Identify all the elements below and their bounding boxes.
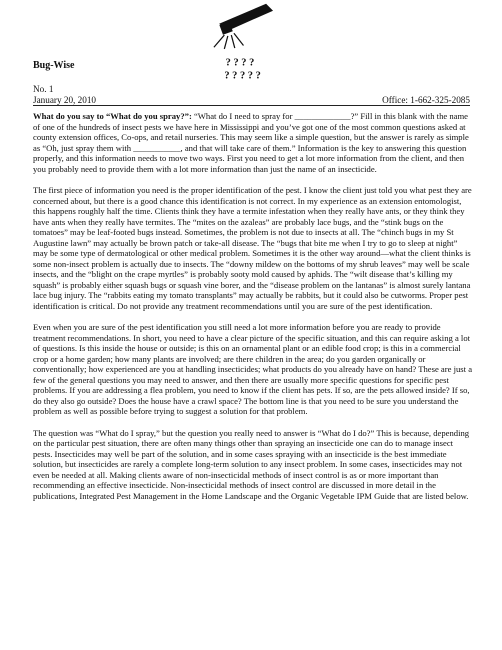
issue-date: January 20, 2010 [33, 94, 97, 105]
header-divider [33, 105, 470, 106]
paragraph-3: Even when you are sure of the pest identification you still need a lot more information before you are ready to provide treatment recommendations. In short, you need to have a clear picture of the specific situation, and this can require asking a lot of questions. Is this inside the house or outside; is this on an ornamental plant or an edible food crop; is this in a commercial crop or a home garden; how many plants are involved; are there children in the area; do you garden organically or conventionally; how experienced are you at handling insecticides; what products do you already have on hand? These are just a few of the general questions you may need to answer, and then there are usually more specific questions for specific pest problems. If you are addressing a flea problem, you need to know if the client has pets. If so, are the pets allowed inside? If so, do they also go outside? Does the house have a crawl space? The bottom line is that you need to be sure you understand the problem as well as possible before trying to suggest a solution for that problem. [33, 322, 473, 416]
paragraph-1 [33, 111, 473, 174]
paragraph-2: The first piece of information you need is the proper identification of the pest. I know the client just told you what pest they are concerned about, but there is a good chance this identification is not correct. In my experience as an extension entomologist, this happens roughly half the time. Clients think they have a termite infestation when they really have ants, or they think they have ants when they really have termites. The “mites on the azaleas” are probably lace bugs, and the “stink bugs on the tomatoes” may be leaf-footed bugs instead. Sometimes, the problem is not due to insects at all. The “chinch bugs in my St Augustine lawn” may actually be brown patch or take-all disease. The “bugs that bite me when I try to go to sleep at night” may be some type of dermatological or other medical problem. Sometimes it is the other way around—what the client thinks is some non-insect problem is actually due to insects. The “downy mildew on the bottoms of my shrub leaves” may well be scale insects, and the “blight on the crape myrtles” is probably sooty mold caused by aphids. The “wilt disease that’s killing my squash” is probably either squash bugs or squash vine borer, and the “disease problem on the lantanas” is almost surely lantana lace bug injury. The “rabbits eating my tomato transplants” may actually be rabbits, but it could also be cutworms. Proper pest identification is critical. Do not provide any treatment recommendations until you are sure of the pest identification. [33, 185, 472, 311]
newsletter-title: Bug-Wise [33, 60, 75, 71]
paragraph-1-text: “What do I need to spray for _____________?” Fill in this blank with the name of one of the hundreds of insect pests we have here in Mississippi and you’ve got one of the most common questions asked at county extension offices, Co-ops, and retail nurseries. This may seem like a simple question, but the answer is rarely as simple as “Oh, just spray them with ___________, and that will take care of them.” Information is the key to answering this question properly, and this information needs to move two ways. First you need to get a lot more information from the client, and then you probably need to provide them with a lot more information than just the name of an insecticide. [33, 111, 469, 174]
question-marks-row-1: ? ? ? ? [225, 57, 255, 69]
paragraph-4: The question was “What do I spray,” but the question you really need to answer is “What do I do?” This is because, depending on the particular pest situation, there are often many things other than spraying an insecticide one can do to manage insect pests. Insecticides may well be part of the solution, and in some cases spraying with an insecticide is the best immediate solution, but insecticides are rarely a complete long-term solution to any insect problem. In some cases, insecticides may not even be needed at all. Making clients aware of non-insecticidal methods of insect control is as or more important than recommending an effective insecticide. Non-insecticidal methods of insect control are discussed in more detail in the publications, Integrated Pest Management in the Home Landscape and the Organic Vegetable IPM Guide that are listed below. [33, 427, 470, 501]
sprayer-logo [180, 2, 300, 82]
office-phone: Office: 1-662-325-2085 [382, 94, 470, 105]
issue-number: No. 1 [33, 84, 54, 94]
question-marks-row-2: ? ? ? ? ? [224, 70, 261, 82]
article-body [33, 111, 473, 512]
sprayer-icon [214, 4, 273, 49]
article-heading: What do you say to “What do you spray?”: [33, 111, 192, 121]
issue-info [33, 84, 96, 105]
